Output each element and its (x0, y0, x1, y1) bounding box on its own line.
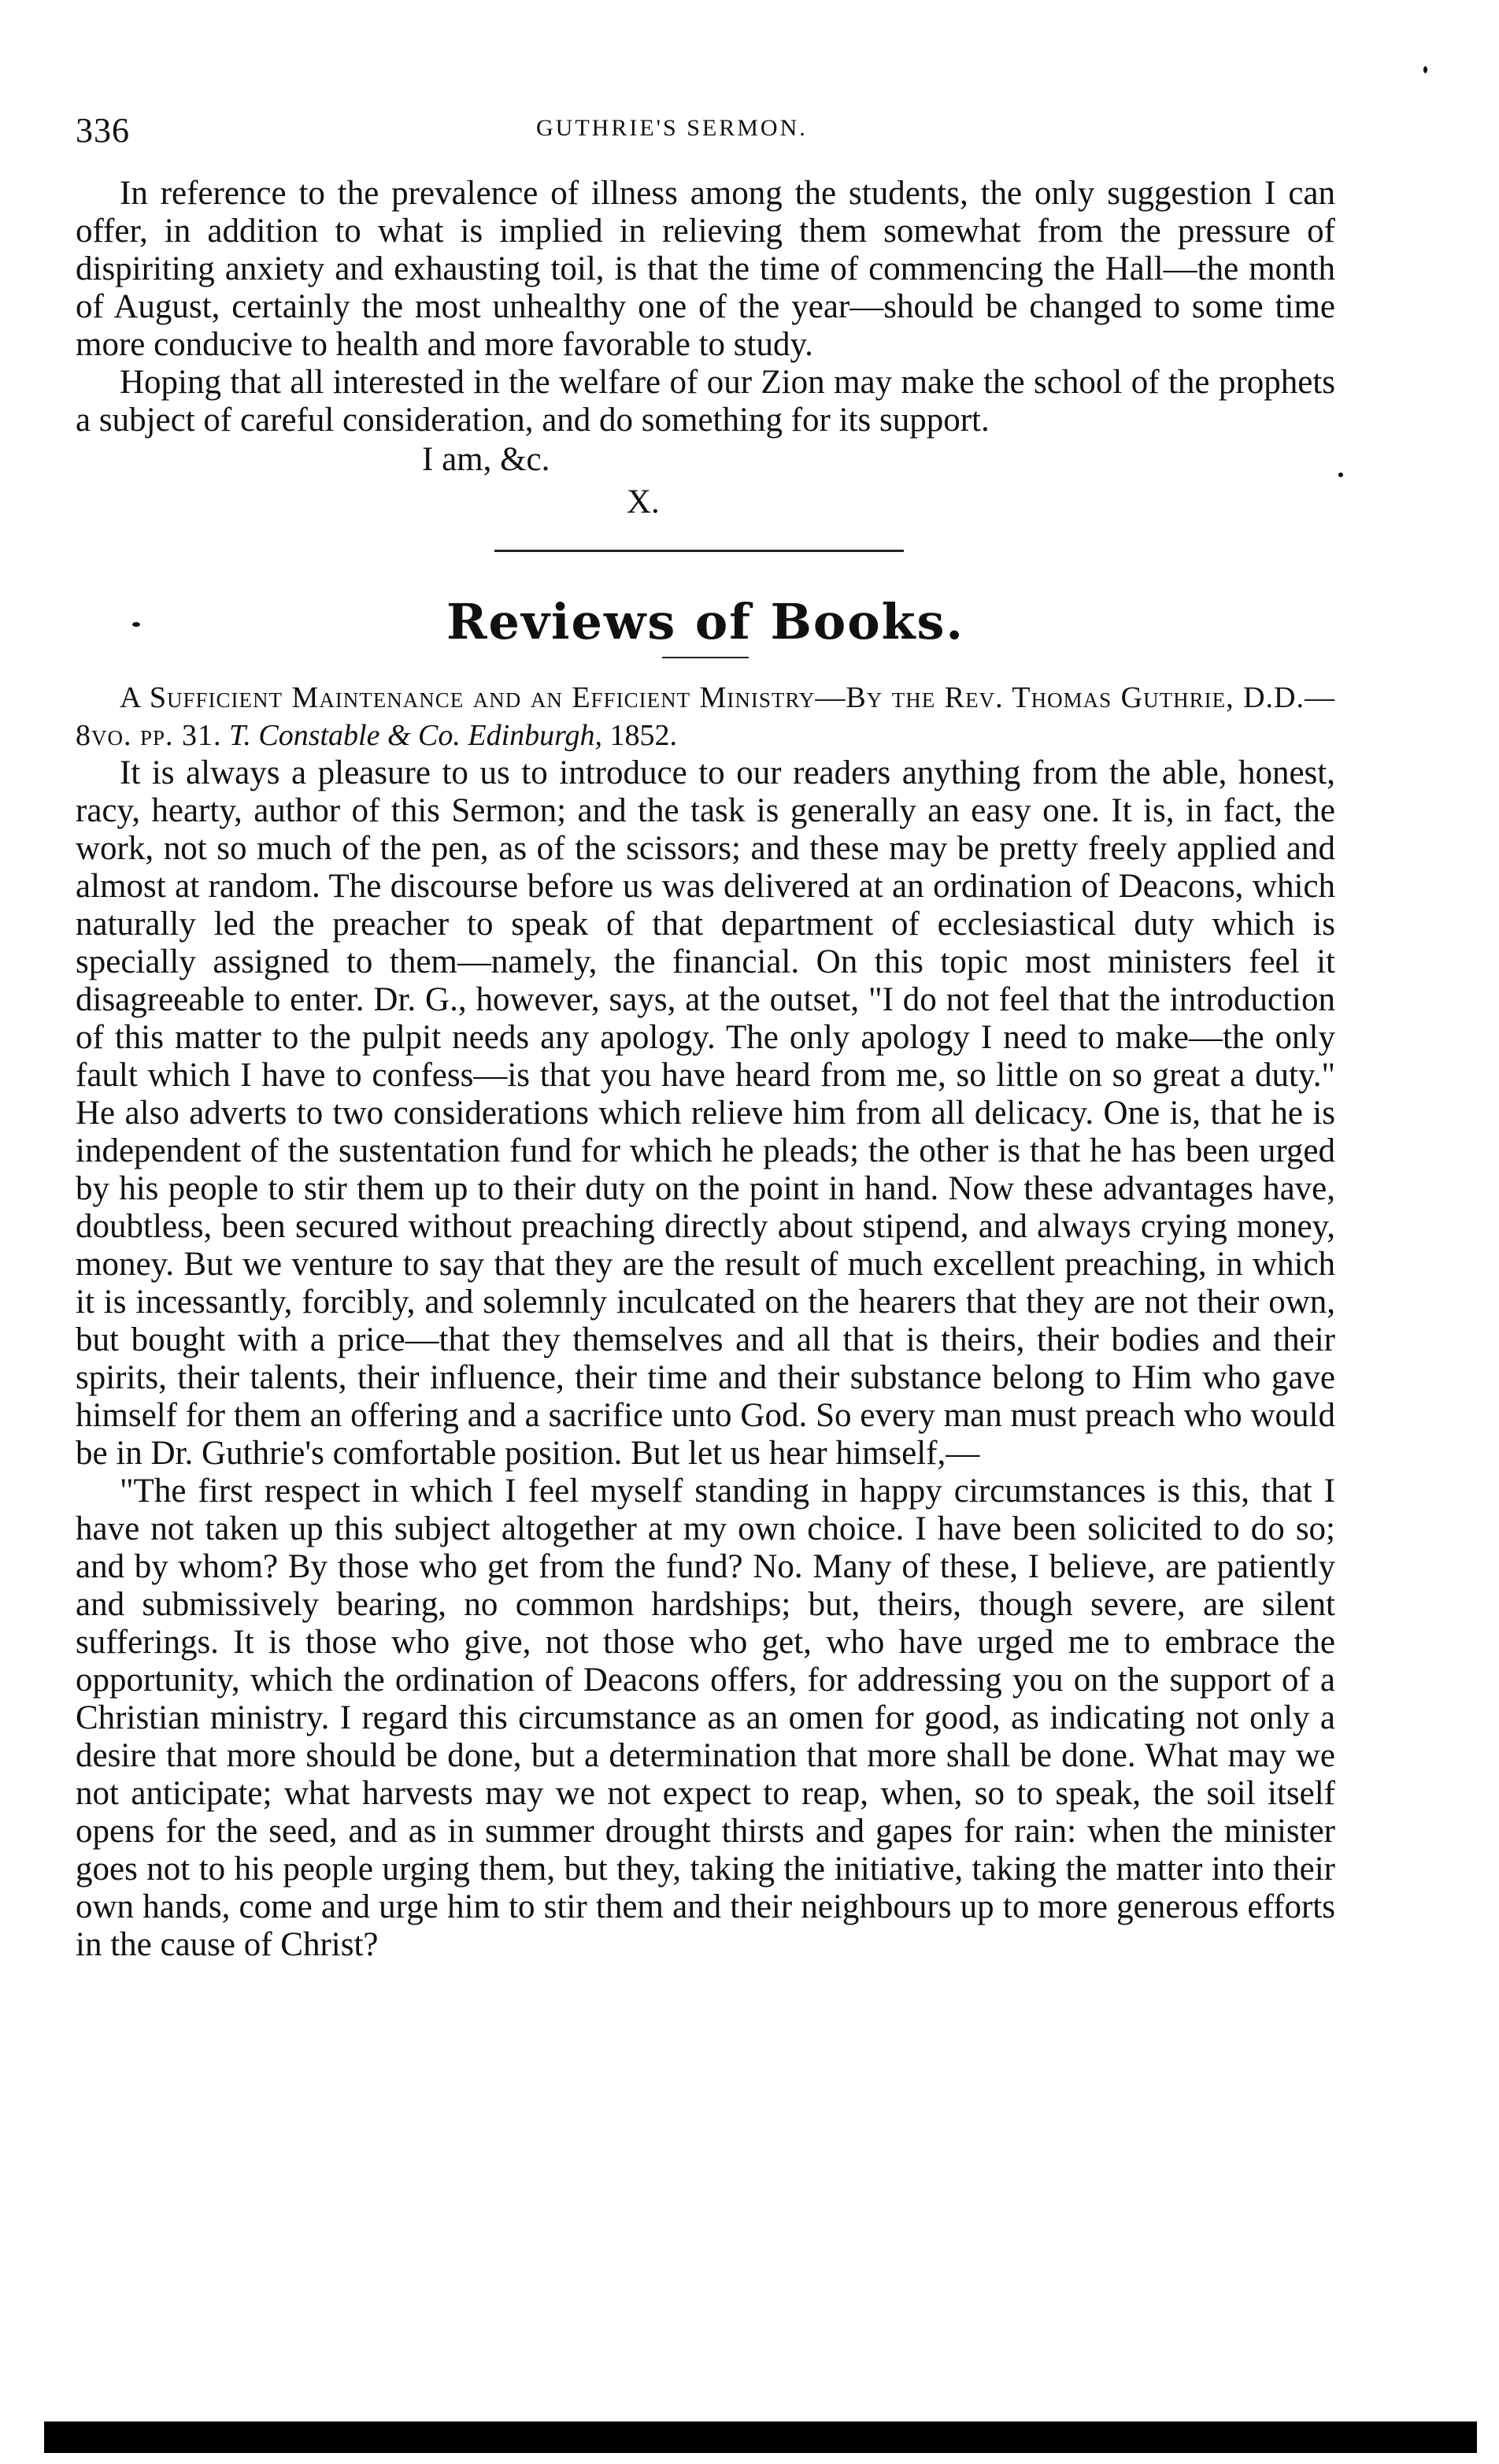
running-title: GUTHRIE'S SERMON. (536, 115, 808, 141)
review-paragraph-1: It is always a pleasure to us to introduce to our readers anything from the able, honest, racy, hearty, author of this Sermon; and the task is generally an easy one. It is, in fact, the work, not so much of the pen, as of the scissors; and these may be pretty freely applied and almost at random. The discourse before us was delivered at an ordination of Deacons, which naturally led the preacher to speak of that department of ecclesiastical duty which is specially assigned to them—namely, the financial. On this topic most ministers feel it disagreeable to enter. Dr. G., however, says, at the outset, "I do not feel that the introduction of this matter to the pulpit needs any apology. The only apology I need to make—the only fault which I have to confess—is that you have heard from me, so little on so great a duty." He also adverts to two considerations which relieve him from all delicacy. One is, that he is independent of the sustentation fund for which he pleads; the other is that he has been urged by his people to stir them up to their duty on the point in hand. Now these advantages have, doubtless, been secured without preaching directly about stipend, and always crying money, money. But we venture to say that they are the result of much excellent preaching, in which it is incessantly, forcibly, and solemnly inculcated on the hearers that they are not their own, but bought with a price—that they themselves and all that is theirs, their bodies and their spirits, their talents, their influence, their time and their substance belong to Him who gave himself for them an offering and a sacrifice unto God. So every man must preach who would be in Dr. Guthrie's comfortable position. But let us hear himself,— (76, 754, 1335, 1472)
speck (1423, 66, 1427, 73)
title-underline (662, 657, 749, 658)
page-number: 336 (76, 111, 130, 150)
review-book-title: A Sufficient Maintenance and an Efficient Ministry—By the Rev. Thomas Guthrie, D.D.—8vo. pp. 31. (76, 681, 1335, 752)
document-page (76, 110, 1335, 1964)
letter-paragraph-2: Hoping that all interested in the welfare of our Zion may make the school of the prophets a subject of careful consideration, and do something for its support. (76, 364, 1335, 439)
letter-paragraph-1: In reference to the prevalence of illness among the students, the only suggestion I can offer, in addition to what is implied in relieving them somewhat from the pressure of dispiriting anxiety and exhausting toil, is that the time of commencing the Hall—the month of August, certainly the most unhealthy one of the year—should be changed to some time more conducive to health and more favorable to study. (76, 175, 1335, 363)
speck (1338, 472, 1343, 477)
letter-closing: I am, &c. (422, 441, 550, 478)
review-year: 1852. (609, 719, 678, 752)
review-quotation: "The first respect in which I feel myself standing in happy circumstances is this, that I have not taken up this subject altogether at my own choice. I have been solicited to do so; and by whom? By those who get from the fund? No. Many of these, I believe, are patiently and submissively bearing, no common hardships; but, theirs, though severe, are silent sufferings. It is those who give, not those who get, who have urged me to embrace the opportunity, which the ordination of Deacons offers, for addressing you on the support of a Christian ministry. I regard this circumstance as an omen for good, as indicating not only a desire that more should be done, but a determination that more shall be done. What may we not anticipate; what harvests may we not expect to reap, when, so to speak, the soil itself opens for the seed, and as in summer drought thirsts and gapes for rain: when the minister goes not to his people urging them, but they, taking the initiative, taking the matter into their own hands, come and urge him to stir them and their neighbours up to more generous efforts in the cause of Christ? (76, 1473, 1335, 1963)
review-heading (76, 679, 1335, 754)
running-header (76, 110, 1335, 157)
review-publisher: T. Constable & Co. Edinburgh, (229, 719, 603, 752)
section-title: Reviews of Books. (446, 593, 965, 650)
section-divider (494, 550, 904, 552)
speck (132, 622, 140, 627)
letter-signature: X. (627, 484, 660, 521)
scan-border (44, 2421, 1477, 2453)
